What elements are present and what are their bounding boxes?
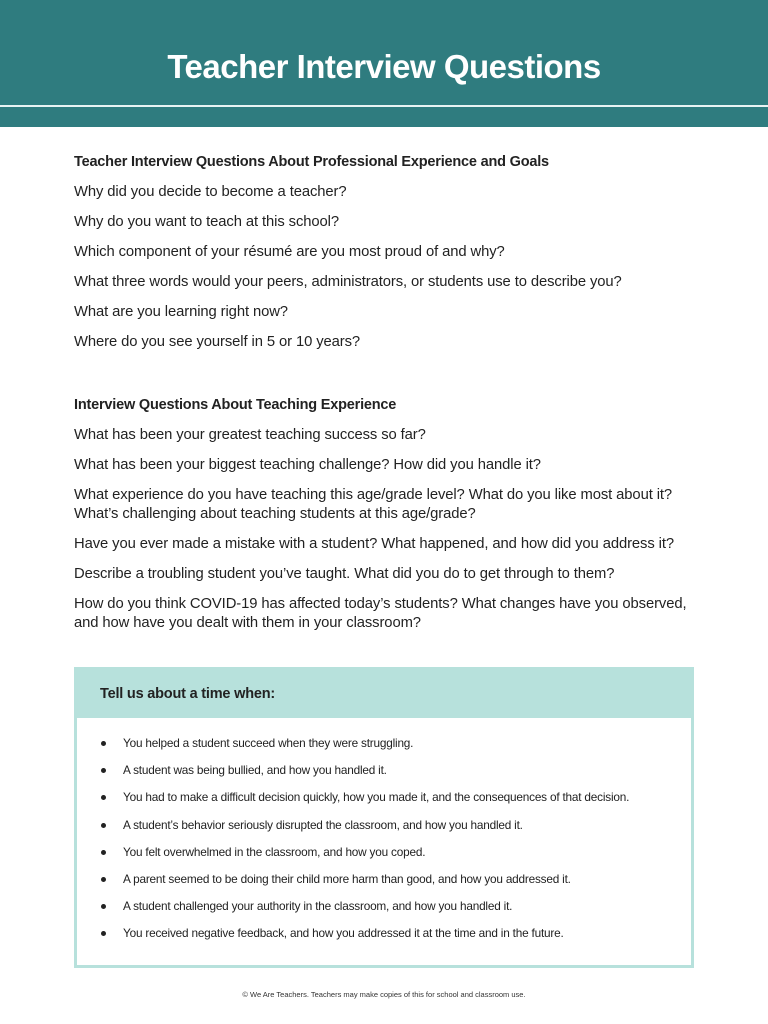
bullet-icon bbox=[101, 823, 106, 828]
list-item bbox=[101, 925, 691, 952]
list-item-text: You received negative feedback, and how you addressed it at the time and in the future. bbox=[123, 926, 564, 941]
list-item-text: You had to make a difficult decision quickly, how you made it, and the consequences of that decision. bbox=[123, 790, 630, 805]
tell-us-callout-box bbox=[74, 667, 694, 968]
question-item: How do you think COVID-19 has affected today’s students? What changes have you observed, and how have you dealt with them in your classroom? bbox=[74, 596, 687, 631]
question-item: Which component of your résumé are you most proud of and why? bbox=[74, 244, 505, 260]
list-item-text: You helped a student succeed when they were struggling. bbox=[123, 736, 414, 750]
bullet-icon bbox=[101, 795, 106, 800]
list-item-text: A parent seemed to be doing their child more harm than good, and how you addressed it. bbox=[123, 871, 571, 886]
question-item: What are you learning right now? bbox=[74, 304, 288, 320]
list-item-text: You felt overwhelmed in the classroom, and how you coped. bbox=[123, 844, 426, 859]
question-item: What three words would your peers, administrators, or students use to describe you? bbox=[74, 274, 622, 290]
question-item: Describe a troubling student you’ve taught. What did you do to get through to them? bbox=[74, 566, 615, 582]
question-item: Where do you see yourself in 5 or 10 years? bbox=[74, 334, 361, 350]
bullet-icon bbox=[101, 741, 106, 746]
list-item-text: A student was being bullied, and how you handled it. bbox=[123, 763, 387, 778]
list-item-text: A student challenged your authority in the classroom, and how you handled it. bbox=[123, 899, 513, 914]
section-heading: Interview Questions About Teaching Experience bbox=[74, 397, 397, 413]
bullet-icon bbox=[101, 850, 106, 855]
bullet-icon bbox=[101, 931, 106, 936]
section-professional-experience bbox=[74, 153, 714, 363]
page-header bbox=[0, 0, 768, 127]
list-item bbox=[101, 898, 691, 925]
question-item: What has been your biggest teaching challenge? How did you handle it? bbox=[74, 457, 541, 473]
question-item: What has been your greatest teaching success so far? bbox=[74, 427, 426, 443]
question-item: Why do you want to teach at this school? bbox=[74, 214, 339, 230]
header-divider bbox=[0, 105, 768, 107]
question-item: Why did you decide to become a teacher? bbox=[74, 184, 347, 200]
bullet-icon bbox=[101, 877, 106, 882]
list-item bbox=[101, 844, 691, 871]
list-item bbox=[101, 871, 691, 898]
bullet-icon bbox=[101, 768, 106, 773]
list-item bbox=[101, 762, 691, 789]
question-item: Have you ever made a mistake with a student? What happened, and how did you address it? bbox=[74, 536, 674, 552]
page-title: Teacher Interview Questions bbox=[167, 48, 601, 85]
section-heading: Teacher Interview Questions About Professional Experience and Goals bbox=[74, 154, 549, 170]
list-item-text: A student’s behavior seriously disrupted the classroom, and how you handled it. bbox=[123, 817, 523, 832]
callout-list bbox=[77, 718, 691, 953]
section-teaching-experience bbox=[74, 396, 714, 644]
list-item bbox=[101, 789, 691, 816]
bullet-icon bbox=[101, 904, 106, 909]
question-item: What experience do you have teaching this age/grade level? What do you like most about it? What’s challenging about teaching students at this age/grade? bbox=[74, 487, 673, 522]
copyright-footer: © We Are Teachers. Teachers may make copies of this for school and classroom use. bbox=[242, 990, 526, 999]
list-item bbox=[101, 735, 691, 762]
list-item bbox=[101, 817, 691, 844]
callout-heading: Tell us about a time when: bbox=[77, 670, 691, 718]
